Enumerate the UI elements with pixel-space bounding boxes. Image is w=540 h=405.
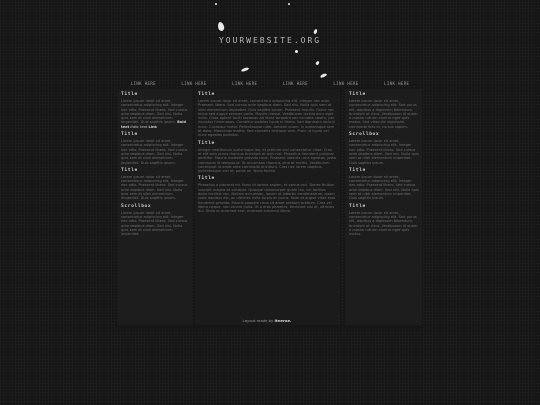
sidebar-block <box>346 168 422 201</box>
block-title: Title <box>121 132 138 138</box>
main-content <box>195 89 339 325</box>
block-title: Title <box>121 167 138 173</box>
block-text: Lorem ipsum dolor sit amet, consectetur adipiscing elit. Sed purus elit, dapibus a dignissim bibendum, tincidunt ut risus. Vestibulum id quam a massa rutrum viverra eget quis metus. <box>349 210 418 237</box>
content-block <box>195 141 339 174</box>
block-title: Title <box>121 92 138 97</box>
block-text <box>121 99 189 129</box>
sidebar-block <box>346 92 422 129</box>
block-text: Lorem ipsum dolor sit amet, consectetur adipiscing elit. Integer nec odio. Praesent libero. Sed cursus ante dapibus diam. Sed nisi. Nulla quis sem at nibh elementum imperdiet. Duis sagittis ipsum. <box>121 174 188 201</box>
text-link[interactable]: Link <box>148 124 157 129</box>
scrollbox[interactable] <box>346 132 422 165</box>
block-title: Title <box>349 92 366 97</box>
scrollbox[interactable] <box>118 204 192 237</box>
petal-decoration <box>288 3 290 5</box>
site-title: YOURWEBSITE.ORG <box>218 36 322 45</box>
block-title: Title <box>349 167 366 173</box>
credit-prefix: Layout made by <box>242 318 274 323</box>
sidebar-block <box>118 168 192 201</box>
petal-decoration <box>217 21 225 31</box>
block-title: Scrollbox <box>349 132 380 138</box>
block-body: Lorem ipsum dolor sit amet, consectetur adipiscing elit. Integer nec odio. Praesent libero. Sed cursus ante dapibus diam. Sed nisi. Nulla quis sem at nibh elementum imperdiet. Duis sagittis ipsum. <box>121 99 188 125</box>
credit-author-link[interactable]: Itnerae. <box>274 318 292 323</box>
block-text: Integer vestibulum scelerisque leo, et pretium orci consectetur vitae. Cras et elit quis purus rhoncus tincidunt at quis nisi. Phasellus hendrerit pulvinar porttitor. Mauris molestie gravida risus. Praesent lobortis urna egestas, justo commodo id tempus id. Ut accumsan rhoncus urna et mattis. Vestibulum consequat id amet ante commodo tincidunt. Cras nec lorem dapibus, pellentesque orci et, porta mi. Nulla facilisi. <box>198 147 336 174</box>
nav-link[interactable]: LINK HERE <box>333 81 359 86</box>
nav-link[interactable]: LINK HERE <box>130 81 156 86</box>
nav-link[interactable]: LINK HERE <box>282 81 308 86</box>
sidebar-block <box>118 92 192 129</box>
petal-decoration <box>320 73 328 79</box>
petal-decoration <box>215 3 217 5</box>
right-sidebar <box>346 89 422 325</box>
nav-link[interactable]: LINK HERE <box>181 81 207 86</box>
block-title: Title <box>198 176 215 182</box>
block-text: Lorem ipsum dolor sit amet, consectetur adipiscing elit. Integer nec odio. Praesent libero. Sed cursus ante dapibus diam. Sed nisi. Nulla quis sem at nibh elementum imperdiet. <box>121 210 188 237</box>
top-nav <box>118 81 422 87</box>
petal-decoration <box>315 61 320 66</box>
nav-link[interactable]: LINK HERE <box>232 81 258 86</box>
block-text: Phasellus a placerat mi. Nunc id lacinia sapien, et varius orci. Donec finibus suscipit magna at volutpat. Quisque ullamcorper quam leo, vel facilisis dolor facilisis nec. Nullam accumsan, ipsum ut lobortis condimentum, quam justo dapibus est, ac ultricies nulla turpis ac purus. Nam et augue vitae eros hendrerit gravida. Mauris posuere risus sit amet pretium pretium. Cras vel libero neque, non ornare nulla. Ut a eros pharetra, tincidunt nisl et, ultricies dui. Nulla ut euismod erat, euismod euismod libero. <box>198 183 336 214</box>
left-sidebar <box>118 89 192 325</box>
sidebar-block <box>346 204 422 237</box>
content-block <box>195 92 339 138</box>
bottom-strip <box>118 325 422 330</box>
nav-link[interactable]: LINK HERE <box>384 81 410 86</box>
italic-text: Italic text <box>130 124 148 129</box>
petal-decoration <box>295 50 298 53</box>
petal-decoration <box>313 29 318 35</box>
layout-credit <box>195 316 339 325</box>
content-block <box>195 176 339 213</box>
block-title: Title <box>349 203 366 209</box>
block-text: Lorem ipsum dolor sit amet, consectetur adipiscing elit. Integer nec odio. Praesent libero. Sed cursus ante dapibus diam. Sed nisi. Nulla quis sem at nibh elementum imperdiet. Duis sagittis ipsum. <box>349 139 419 165</box>
sidebar-block <box>118 132 192 165</box>
block-text: Lorem ipsum dolor sit amet, consectetur adipiscing elit. Integer nec odio. Praesent libero. Sed cursus ante dapibus diam. Sed nisi. Nulla quis sem at nibh elementum imperdiet. Duis sagittis ipsum. <box>349 174 419 201</box>
block-title: Title <box>198 92 215 97</box>
block-title: Title <box>198 140 215 146</box>
block-text: Lorem ipsum dolor sit amet, consectetur adipiscing elit. Sed purus elit, dapibus a dignissim bibendum, tincidunt ut risus. Vestibulum id quam a massa rutrum viverra eget quis metus. Sed vitae dui dignissim, commodo felis in, cursus sapien. <box>349 99 418 129</box>
petal-decoration <box>241 67 250 73</box>
block-text: Lorem ipsum dolor sit amet, consectetur adipiscing elit. Integer nec odio. Praesent libero. Sed cursus ante dapibus diam. Sed nisi. Nulla quis sem at nibh elementum imperdiet. Duis sagittis ipsum. Praesent mauris. Fusce nec tellus sed augue semper porta. Mauris massa. Vestibulum lacinia arcu eget nulla. Class aptent taciti sociosqu ad litora torquent per conubia nostra, per inceptos himenaeos. Curabitur sodales ligula in libero. Sed dignissim lacinia nunc. Curabitur tortor. Pellentesque nibh. Aenean quam. In scelerisque sem at dolor. Maecenas mattis. Sed convallis tristique sem. Proin ut ligula vel nunc egestas porttitor. <box>198 99 335 138</box>
bold-text: Bold text <box>121 120 187 129</box>
block-text: Lorem ipsum dolor sit amet, consectetur adipiscing elit. Integer nec odio. Praesent libero. Sed cursus ante dapibus diam. Sed nisi. Nulla quis sem at nibh elementum imperdiet. Duis sagittis ipsum. <box>121 139 188 165</box>
block-title: Scrollbox <box>121 203 152 209</box>
header <box>0 0 540 80</box>
